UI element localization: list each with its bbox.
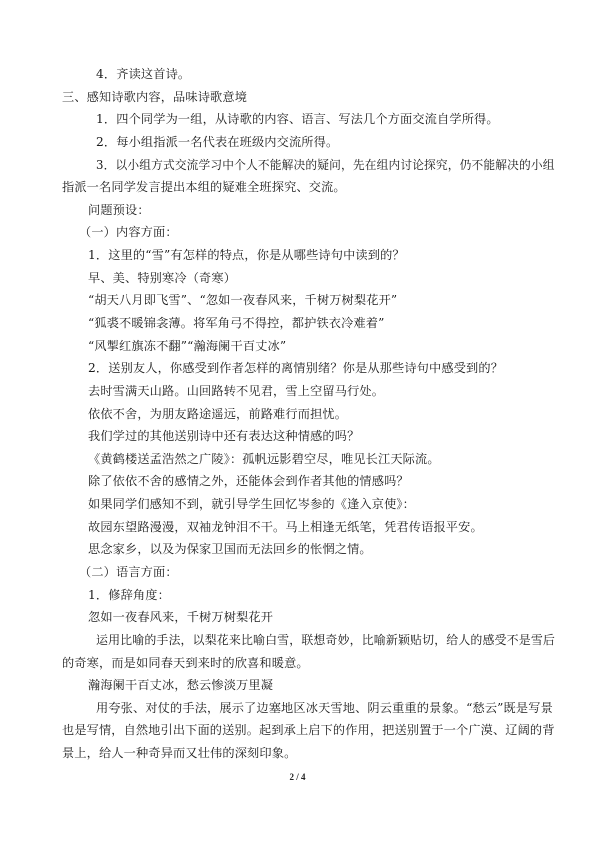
poem-line: 忽如一夜春风来，千树万树梨花开: [88, 610, 274, 625]
text-line: 早、美、特别寒冷（奇寒）: [88, 270, 237, 285]
text-line: 1．四个同学为一组，从诗歌的内容、语言、写法几个方面交流自学所得。: [96, 112, 499, 127]
text-line: 景上，给人一种奇异而又壮伟的深刻印象。: [62, 746, 297, 760]
quote-line: “狐裘不暖锦衾薄。将军角弓不得控，都护铁衣冷难着”: [88, 316, 385, 330]
text-line: 2．每小组指派一名代表在班级内交流所得。: [96, 134, 339, 149]
text-line: 指派一名同学发言提出本组的疑难全班探究、交流。: [62, 180, 346, 195]
poem-line: 去时雪满天山路。山回路转不见君，雪上空留马行处。: [88, 383, 385, 398]
text-line: 的奇寒，而是如同春天到来时的欣喜和暖意。: [62, 655, 309, 670]
quote-line: “风掣红旗冻不翻”“瀚海阑干百丈冰”: [88, 338, 287, 353]
text-line: 1．修辞角度：: [88, 587, 170, 602]
text-line: 依依不舍，为朋友路途遥远，前路难行而担忧。: [88, 406, 348, 421]
text-line: 3．以小组方式交流学习中个人不能解决的疑问，先在组内讨论探究，仍不能解决的小组: [96, 157, 555, 172]
question-line: 2．送别友人，你感受到作者怎样的离情别绪？你是从那些诗句中感受到的？: [88, 361, 504, 376]
poem-line: 瀚海阑干百丈冰，愁云惨淡万里凝: [88, 678, 274, 693]
text-line: 用夸张、对仗的手法，展示了边塞地区冰天雪地、阴云重重的景象。“愁云”既是写景: [96, 700, 553, 715]
text-line: 4．齐读这首诗。: [96, 67, 191, 81]
quote-line: “胡天八月即飞雪”、“忽如一夜春风来，千树万树梨花开”: [88, 293, 398, 308]
page-number: 2 / 4: [289, 772, 306, 782]
question-line: 1．这里的“雪”有怎样的特点，你是从哪些诗句中读到的？: [88, 248, 405, 263]
text-line: 除了依依不舍的感情之外，还能体会到作者其他的情感吗？: [88, 474, 409, 489]
text-line: 我们学过的其他送别诗中还有表达这种情感的吗？: [88, 429, 360, 444]
text-line: 如果同学们感知不到，就引导学生回忆岑参的《逢入京使》：: [88, 497, 416, 511]
subsection-heading: （二）语言方面：: [79, 564, 178, 579]
poem-line: 《黄鹤楼送孟浩然之广陵》：孤帆远影碧空尽，唯见长江天际流。: [88, 451, 440, 466]
text-line: 运用比喻的手法，以梨花来比喻白雪，联想奇妙，比喻新颖贴切，给人的感受不是雪后: [96, 632, 555, 647]
subsection-heading: （一）内容方面：: [79, 225, 178, 240]
text-line: 思念家乡，以及为保家卫国而无法回乡的怅惘之情。: [88, 542, 372, 557]
text-line: 也是写情，自然地引出下面的送别。起到承上启下的作用，把送别置于一个广漠、辽阔的背: [62, 723, 555, 738]
text-line: 问题预设：: [88, 202, 150, 217]
section-heading: 三、感知诗歌内容，品味诗歌意境: [62, 89, 248, 104]
poem-line: 故园东望路漫漫，双袖龙钟泪不干。马上相逢无纸笔，凭君传语报平安。: [88, 519, 483, 534]
